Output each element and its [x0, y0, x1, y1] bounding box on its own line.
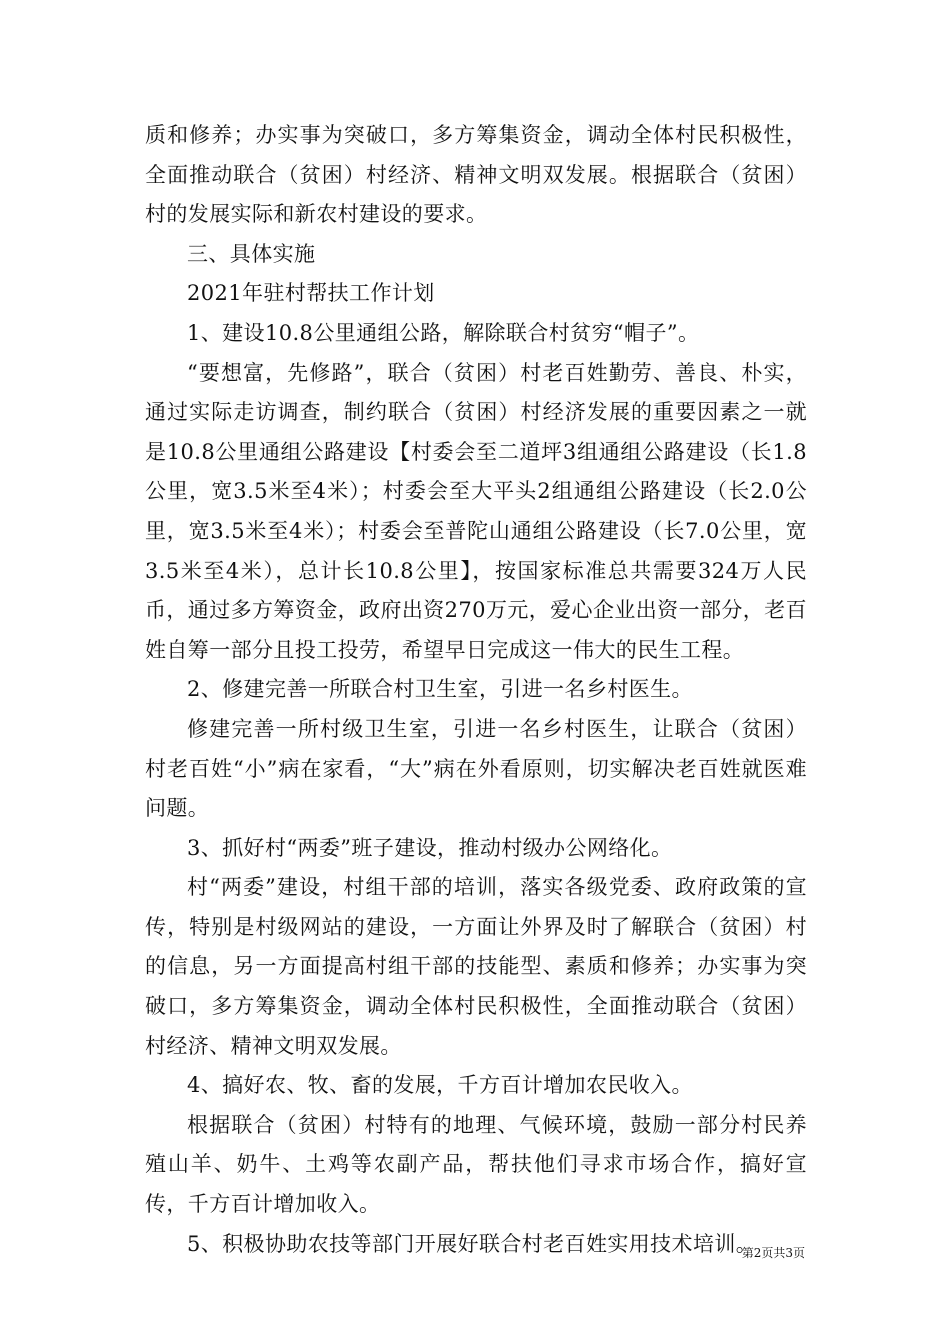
item-heading-5: 5、积极协助农技等部门开展好联合村老百姓实用技术培训。 — [187, 1231, 758, 1256]
paragraph-committee: 村“两委”建设，村组干部的培训，落实各级党委、政府政策的宣传，特别是村级网站的建设，一方面让外界及时了解联合（贫困）村的信息，另一方面提高村组干部的技能型、素质和修养；办实事为突破口，多方筹集资金，调动全体村民积极性，全面推动联合（贫困）村经济、精神文明双发展。 — [145, 875, 807, 1058]
item-heading-4: 4、搞好农、牧、畜的发展，千方百计增加农民收入。 — [187, 1073, 693, 1098]
paragraph-1: 质和修养；办实事为突破口，多方筹集资金，调动全体村民积极性，全面推动联合（贫困）村经济、精神文明双发展。根据联合（贫困）村的发展实际和新农村建设的要求。 — [145, 123, 807, 227]
document-body — [145, 116, 807, 1264]
paragraph-clinic: 修建完善一所村级卫生室，引进一名乡村医生，让联合（贫困）村老百姓“小”病在家看，“大”病在外看原则，切实解决老百姓就医难问题。 — [145, 716, 807, 821]
item-heading-3: 3、抓好村“两委”班子建设，推动村级办公网络化。 — [187, 835, 673, 860]
plan-title: 2021年驻村帮扶工作计划 — [187, 281, 435, 306]
page-number-footer: 第2页共3页 — [741, 1246, 805, 1260]
item-heading-2: 2、修建完善一所联合村卫生室，引进一名乡村医生。 — [187, 677, 693, 702]
item-heading-1: 1、建设10.8公里通组公路，解除联合村贫穷“帽子”。 — [187, 320, 700, 345]
paragraph-road: “要想富，先修路”，联合（贫困）村老百姓勤劳、善良、朴实，通过实际走访调查，制约联合（贫困）村经济发展的重要因素之一就是10.8公里通组公路建设【村委会至二道坪3组通组公路建设（长1.8公里，宽3.5米至4米）；村委会至大平头2组通组公路建设（长2.0公里，宽3.5米至4米）；村委会至普陀山通组公路建设（长7.0公里，宽3.5米至4米），总计长10.8公里】，按国家标准总共需要324万人民币，通过多方筹资金，政府出资270万元，爱心企业出资一部分，老百姓自筹一部分且投工投劳，希望早日完成这一伟大的民生工程。 — [145, 360, 807, 662]
paragraph-agriculture: 根据联合（贫困）村特有的地理、气候环境，鼓励一部分村民养殖山羊、奶牛、土鸡等农副产品，帮扶他们寻求市场合作，搞好宣传，千方百计增加收入。 — [145, 1112, 807, 1217]
section-heading-implementation: 三、具体实施 — [187, 241, 316, 266]
